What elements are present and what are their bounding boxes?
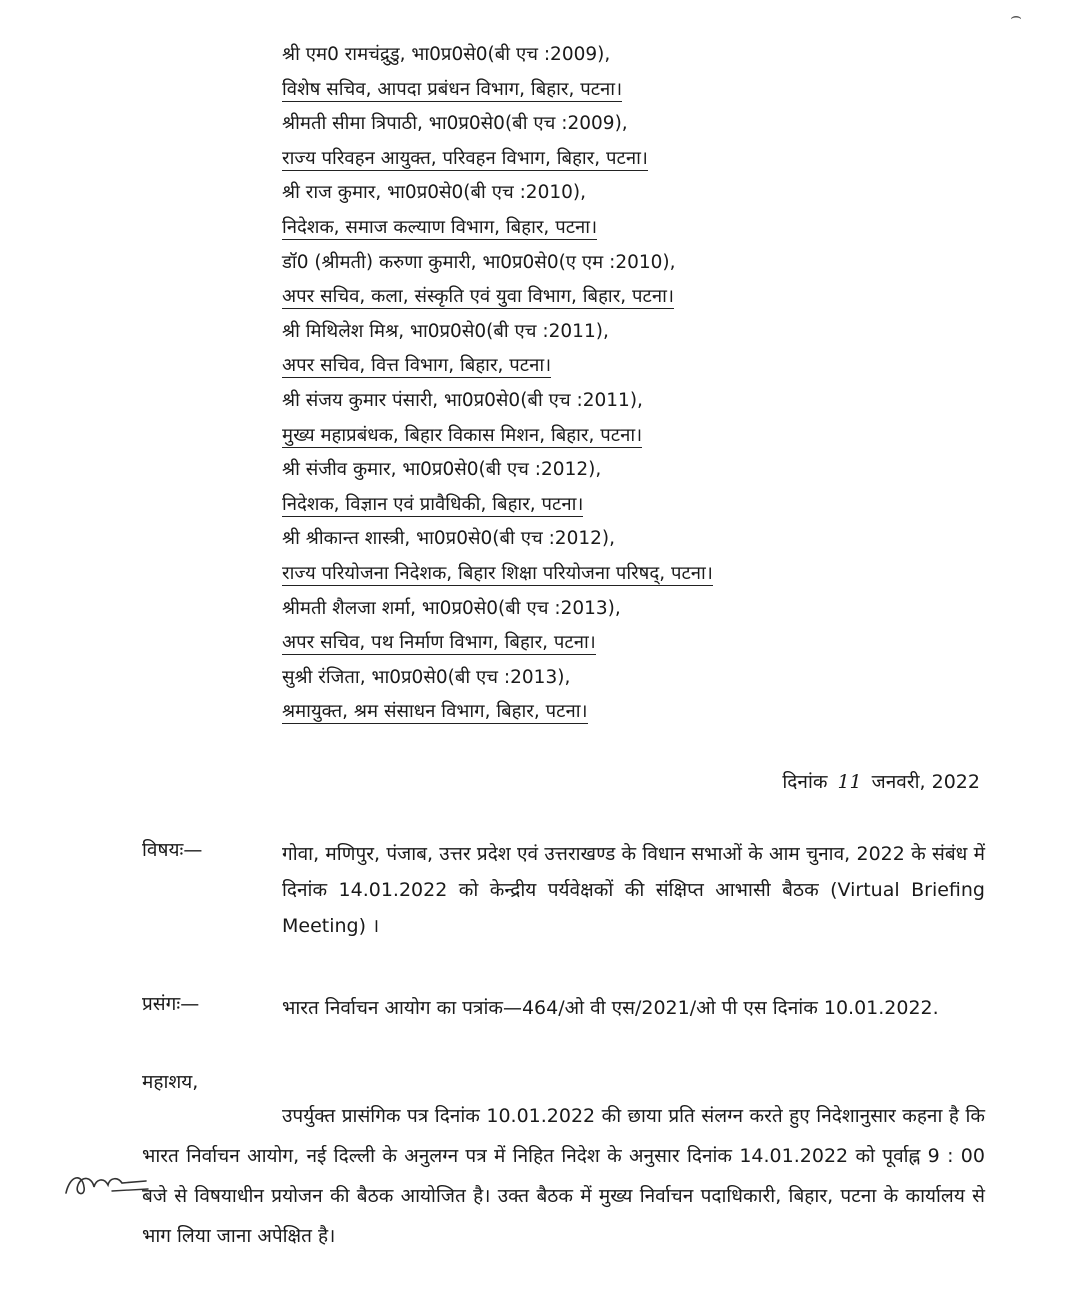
- recipient-designation: निदेशक, समाज कल्याण विभाग, बिहार, पटना।: [282, 216, 598, 238]
- recipient-designation: राज्य परिवहन आयुक्त, परिवहन विभाग, बिहार, पटना।: [282, 147, 648, 169]
- recipient-name: श्री मिथिलेश मिश्र, भा0प्र0से0(बी एच :2011),: [282, 320, 609, 342]
- recipient-designation: अपर सचिव, वित्त विभाग, बिहार, पटना।: [282, 355, 552, 377]
- recipient-list: [282, 38, 1042, 730]
- recipient-designation: श्रमायुक्त, श्रम संसाधन विभाग, बिहार, पटना।: [282, 701, 588, 723]
- reference-label: प्रसंगः—: [142, 993, 200, 1015]
- recipient-name: सुश्री रंजिता, भा0प्र0से0(बी एच :2013),: [282, 666, 571, 688]
- recipient-designation: अपर सचिव, कला, संस्कृति एवं युवा विभाग, बिहार, पटना।: [282, 286, 674, 308]
- letter-date: [782, 768, 980, 794]
- recipient-name: श्री एम0 रामचंद्रुडु, भा0प्र0से0(बी एच :2009),: [282, 44, 611, 65]
- subject-text: गोवा, मणिपुर, पंजाब, उत्तर प्रदेश एवं उत्तराखण्ड के विधान सभाओं के आम चुनाव, 2022 के संबंध में दिनांक 14.01.2022 को केन्द्रीय पर्यवेक्षकों की संक्षिप्त आभासी बैठक (Virtual Briefing Meeting) ।: [282, 843, 985, 937]
- reference-text: भारत निर्वाचन आयोग का पत्रांक—464/ओ वी एस/2021/ओ पी एस दिनांक 10.01.2022.: [282, 997, 939, 1019]
- recipient-designation: विशेष सचिव, आपदा प्रबंधन विभाग, बिहार, पटना।: [282, 78, 623, 100]
- recipient-name: श्रीमती शैलजा शर्मा, भा0प्र0से0(बी एच :2013),: [282, 597, 621, 619]
- salutation: महाशय,: [142, 1071, 199, 1093]
- recipient-designation: निदेशक, विज्ञान एवं प्रावैधिकी, बिहार, पटना।: [282, 493, 584, 515]
- date-label: दिनांक: [782, 771, 828, 793]
- date-day-handwritten: 11: [837, 771, 862, 793]
- handwritten-initials: [60, 1165, 150, 1205]
- subject-label: विषयः—: [142, 839, 203, 861]
- recipient-name: डॉ0 (श्रीमती) करुणा कुमारी, भा0प्र0से0(ए एम :2010),: [282, 251, 676, 273]
- recipient-name: श्री संजय कुमार पंसारी, भा0प्र0से0(बी एच :2011),: [282, 389, 643, 411]
- recipient-name: श्री श्रीकान्त शास्त्री, भा0प्र0से0(बी एच :2012),: [282, 528, 615, 550]
- recipient-designation: मुख्य महाप्रबंधक, बिहार विकास मिशन, बिहार, पटना।: [282, 424, 643, 446]
- recipient-designation: अपर सचिव, पथ निर्माण विभाग, बिहार, पटना।: [282, 632, 596, 654]
- corner-mark: ⌢: [1010, 6, 1022, 27]
- recipient-name: श्री संजीव कुमार, भा0प्र0से0(बी एच :2012),: [282, 459, 602, 481]
- date-month-year: जनवरी, 2022: [871, 771, 980, 793]
- recipient-name: श्री राज कुमार, भा0प्र0से0(बी एच :2010),: [282, 182, 586, 204]
- recipient-designation: राज्य परियोजना निदेशक, बिहार शिक्षा परियोजना परिषद्, पटना।: [282, 562, 713, 584]
- body-paragraph: उपर्युक्त प्रासंगिक पत्र दिनांक 10.01.2022 की छाया प्रति संलग्न करते हुए निदेशानुसार कहना है कि भारत निर्वाचन आयोग, नई दिल्ली के अनुलग्न पत्र में निहित निदेश के अनुसार दिनांक 14.01.2022 को पूर्वाह्न 9 : 00 बजे से विषयाधीन प्रयोजन की बैठक आयोजित है। उक्त बैठक में मुख्य निर्वाचन पदाधिकारी, बिहार, पटना के कार्यालय से भाग लिया जाना अपेक्षित है।: [142, 1105, 985, 1247]
- recipient-name: श्रीमती सीमा त्रिपाठी, भा0प्र0से0(बी एच :2009),: [282, 113, 628, 135]
